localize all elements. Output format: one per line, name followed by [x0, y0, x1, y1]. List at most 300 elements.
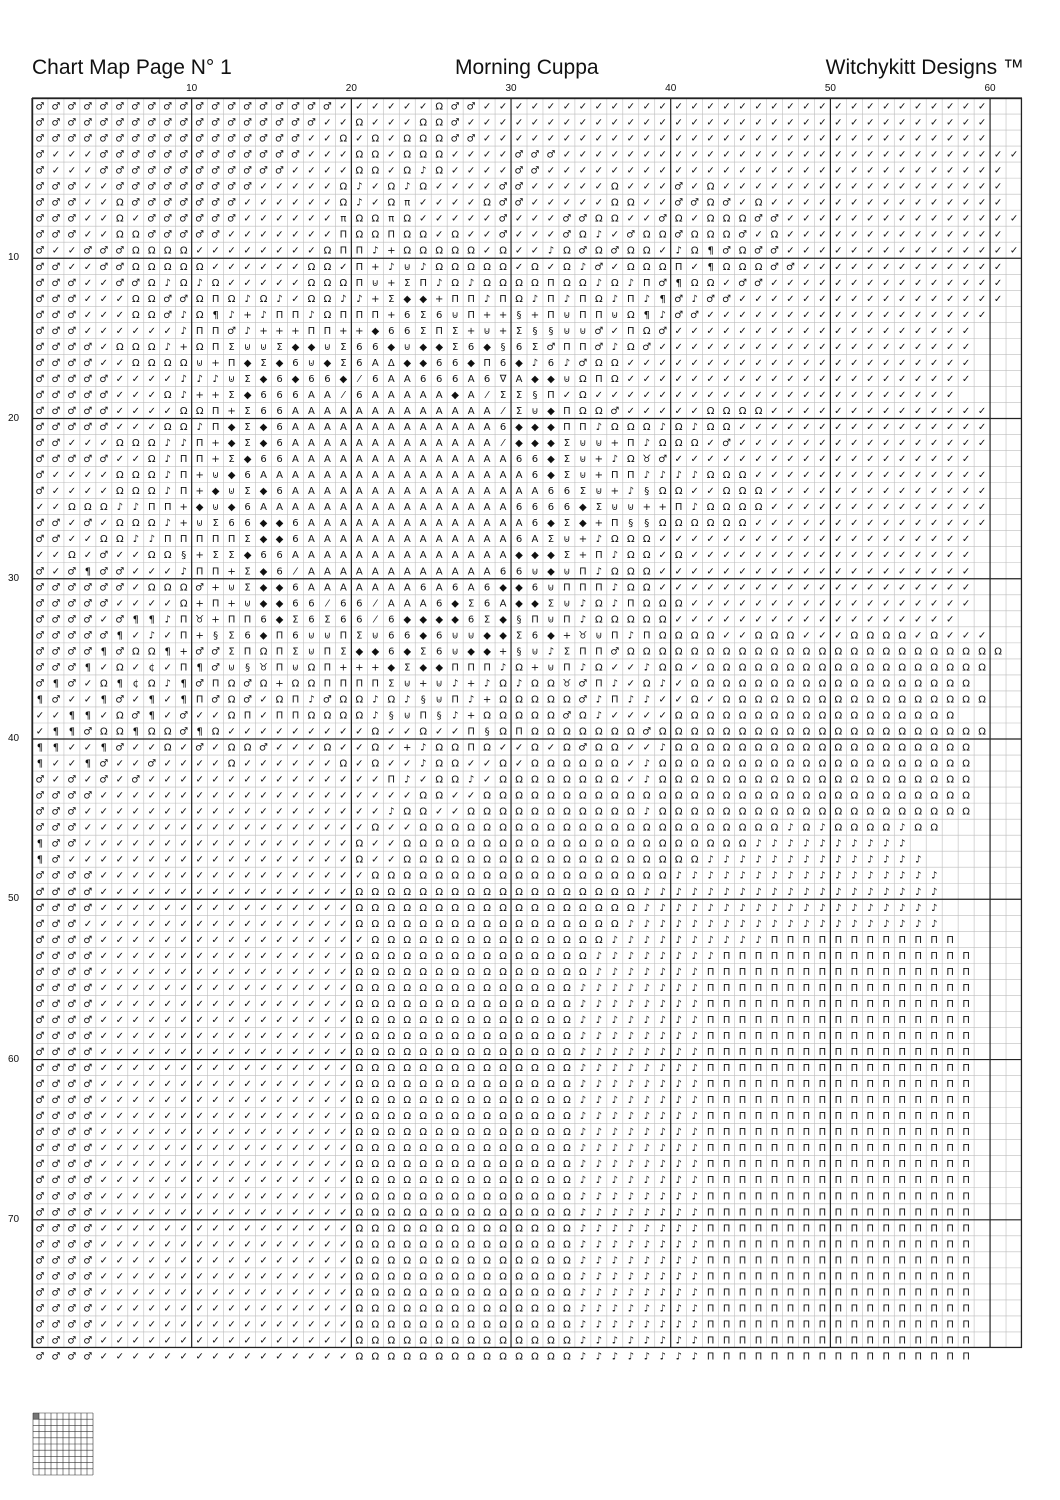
stitch-symbol: Π: [467, 662, 475, 674]
stitch-symbol: ✓: [706, 566, 715, 578]
stitch-symbol: ✓: [147, 1031, 156, 1042]
stitch-symbol: ∇: [499, 373, 507, 385]
stitch-symbol: ⊍: [531, 566, 539, 578]
stitch-symbol: ✓: [163, 918, 172, 930]
stitch-symbol: Ω: [547, 1063, 555, 1075]
stitch-symbol: ♂: [51, 117, 61, 129]
stitch-symbol: ♂: [594, 325, 604, 337]
stitch-symbol: A: [403, 406, 411, 417]
stitch-symbol: Ω: [595, 726, 603, 738]
stitch-symbol: ✓: [882, 502, 891, 514]
stitch-symbol: Ω: [674, 838, 683, 850]
stitch-symbol: Ω: [834, 646, 843, 658]
stitch-symbol: ✓: [179, 758, 188, 770]
stitch-symbol: Ω: [706, 630, 715, 642]
stitch-symbol: Π: [930, 1255, 938, 1267]
stitch-symbol: Ω: [786, 678, 795, 690]
stitch-symbol: Ω: [515, 1255, 523, 1267]
stitch-symbol: ✓: [179, 1127, 188, 1139]
stitch-symbol: Ω: [419, 1191, 428, 1203]
stitch-symbol: ✓: [961, 582, 971, 594]
stitch-symbol: ✓: [945, 454, 955, 466]
stitch-symbol: ♂: [35, 1014, 45, 1026]
stitch-symbol: ✓: [738, 293, 747, 305]
stitch-symbol: ✓: [754, 341, 763, 353]
stitch-symbol: ♪: [611, 1223, 619, 1235]
stitch-symbol: ♪: [771, 838, 778, 850]
stitch-symbol: ✓: [163, 982, 172, 994]
stitch-symbol: Ω: [499, 998, 507, 1010]
stitch-symbol: Ω: [515, 822, 523, 834]
stitch-symbol: ✓: [514, 229, 524, 241]
stitch-symbol: ✓: [51, 502, 61, 514]
stitch-symbol: ✓: [850, 406, 859, 417]
stitch-symbol: Π: [754, 1271, 763, 1283]
stitch-symbol: ✓: [323, 806, 332, 818]
stitch-symbol: Π: [706, 1287, 715, 1299]
stitch-symbol: ♂: [35, 646, 45, 658]
stitch-symbol: ♂: [35, 1111, 45, 1123]
stitch-symbol: ✓: [914, 486, 923, 498]
stitch-symbol: ♂: [179, 710, 189, 722]
stitch-symbol: ✓: [482, 133, 492, 145]
stitch-symbol: Ω: [499, 277, 507, 289]
stitch-symbol: Π: [786, 1351, 795, 1363]
stitch-symbol: ♂: [51, 341, 61, 353]
stitch-symbol: A: [419, 550, 427, 562]
stitch-symbol: Ω: [531, 1127, 539, 1139]
stitch-symbol: Π: [706, 1031, 715, 1042]
stitch-symbol: ✓: [147, 742, 156, 754]
stitch-symbol: Ω: [483, 197, 491, 209]
stitch-symbol: ✓: [738, 438, 747, 450]
stitch-symbol: ◆: [275, 357, 284, 369]
stitch-symbol: Ω: [355, 117, 364, 129]
stitch-symbol: Ω: [531, 1191, 539, 1203]
stitch-symbol: Ω: [355, 1014, 364, 1026]
stitch-symbol: ♂: [770, 213, 779, 225]
stitch-symbol: ♂: [67, 1063, 77, 1075]
stitch-symbol: ♪: [675, 950, 682, 962]
stitch-symbol: ♂: [35, 1063, 45, 1075]
stitch-symbol: Ω: [547, 710, 555, 722]
stitch-symbol: ✓: [658, 406, 667, 417]
stitch-symbol: A: [403, 582, 411, 594]
stitch-symbol: ✓: [147, 1191, 156, 1203]
stitch-symbol: 6: [451, 582, 459, 594]
stitch-symbol: Ω: [706, 774, 715, 786]
stitch-symbol: A: [355, 422, 363, 434]
stitch-symbol: Π: [770, 950, 779, 962]
stitch-symbol: ◆: [531, 598, 539, 610]
stitch-symbol: Ω: [531, 1159, 539, 1171]
stitch-symbol: ✓: [307, 886, 316, 898]
stitch-symbol: ✓: [802, 534, 811, 546]
stitch-symbol: ✓: [690, 662, 699, 674]
stitch-symbol: A: [435, 534, 443, 546]
stitch-symbol: ✓: [866, 357, 875, 369]
stitch-symbol: ♂: [115, 245, 125, 257]
stitch-symbol: Π: [195, 325, 204, 337]
stitch-symbol: Ω: [930, 806, 939, 818]
stitch-symbol: ♂: [195, 181, 205, 193]
stitch-symbol: Ω: [563, 726, 571, 738]
stitch-symbol: Ω: [435, 1063, 444, 1075]
stitch-symbol: Π: [802, 1063, 811, 1075]
stitch-symbol: ✓: [929, 454, 939, 466]
stitch-symbol: ♂: [35, 1351, 45, 1363]
stitch-symbol: Ω: [387, 1207, 396, 1219]
stitch-symbol: ✓: [131, 1014, 140, 1026]
stitch-symbol: ⊍: [563, 566, 571, 578]
stitch-symbol: ♪: [579, 998, 587, 1010]
stitch-symbol: ✓: [802, 245, 811, 257]
stitch-symbol: ♪: [787, 838, 794, 850]
stitch-symbol: ✓: [195, 1047, 204, 1059]
stitch-symbol: Ω: [451, 1079, 459, 1091]
stitch-symbol: ♂: [51, 982, 61, 994]
stitch-symbol: Π: [706, 998, 715, 1010]
stitch-symbol: ✓: [802, 325, 811, 337]
stitch-symbol: ♂: [785, 261, 795, 273]
stitch-symbol: ♪: [627, 1271, 634, 1283]
stitch-symbol: ✓: [834, 101, 843, 113]
stitch-symbol: Ω: [483, 710, 491, 722]
stitch-symbol: +: [387, 245, 396, 257]
stitch-symbol: ♂: [35, 373, 45, 385]
stitch-symbol: A: [435, 470, 443, 482]
stitch-symbol: Σ: [244, 406, 251, 417]
stitch-symbol: A: [323, 470, 331, 482]
stitch-symbol: Ω: [435, 838, 444, 850]
stitch-symbol: ♂: [67, 662, 77, 674]
stitch-symbol: Π: [786, 1271, 795, 1283]
stitch-symbol: Ω: [147, 245, 156, 257]
stitch-symbol: ✓: [259, 1127, 268, 1139]
stitch-symbol: ♪: [611, 1175, 619, 1187]
stitch-symbol: Ω: [131, 341, 140, 353]
stitch-symbol: ✓: [690, 341, 699, 353]
stitch-symbol: ✓: [754, 422, 763, 434]
stitch-symbol: ✓: [195, 1351, 204, 1363]
stitch-symbol: +: [339, 325, 348, 337]
stitch-symbol: ✓: [929, 293, 939, 305]
stitch-symbol: Ω: [419, 1111, 428, 1123]
stitch-symbol: Ω: [419, 1063, 428, 1075]
stitch-symbol: Π: [754, 1239, 763, 1251]
page-minimap: [32, 1412, 94, 1476]
stitch-symbol: π: [404, 197, 411, 209]
stitch-symbol: ✓: [291, 790, 300, 802]
stitch-symbol: Π: [786, 1127, 795, 1139]
stitch-symbol: Ω: [435, 245, 444, 257]
stitch-symbol: ✓: [722, 133, 731, 145]
stitch-symbol: ✓: [770, 582, 779, 594]
stitch-symbol: ⊍: [227, 373, 236, 385]
stitch-symbol: Ω: [355, 1239, 364, 1251]
stitch-symbol: Ω: [850, 742, 859, 754]
stitch-symbol: Σ: [324, 614, 331, 626]
stitch-symbol: ♪: [340, 293, 347, 305]
stitch-symbol: Ω: [467, 934, 475, 946]
stitch-symbol: ✓: [786, 213, 795, 225]
stitch-symbol: Ω: [930, 710, 939, 722]
stitch-symbol: Ω: [115, 341, 124, 353]
stitch-symbol: A: [419, 518, 427, 530]
stitch-symbol: ♂: [674, 229, 684, 241]
stitch-symbol: Ω: [802, 758, 811, 770]
stitch-symbol: ♂: [722, 438, 732, 450]
stitch-symbol: Ω: [387, 1014, 396, 1026]
stitch-symbol: Ω: [547, 1191, 555, 1203]
stitch-symbol: §: [181, 550, 187, 562]
stitch-symbol: ♪: [659, 1031, 666, 1042]
stitch-symbol: ✓: [131, 1287, 140, 1299]
stitch-symbol: Ω: [387, 197, 396, 209]
stitch-symbol: ✓: [818, 181, 827, 193]
stitch-symbol: Ω: [499, 1191, 507, 1203]
stitch-symbol: A: [276, 470, 283, 482]
stitch-symbol: A: [419, 389, 427, 401]
stitch-symbol: ◆: [419, 341, 428, 353]
stitch-symbol: ✓: [706, 694, 715, 706]
stitch-symbol: Ω: [610, 614, 619, 626]
stitch-symbol: Ω: [387, 998, 396, 1010]
stitch-symbol: Ω: [674, 598, 683, 610]
stitch-symbol: Ω: [610, 422, 619, 434]
stitch-symbol: Ω: [387, 1191, 396, 1203]
stitch-symbol: Ω: [355, 950, 364, 962]
stitch-symbol: ♪: [675, 1351, 682, 1363]
stitch-symbol: ♂: [51, 325, 61, 337]
stitch-symbol: Ω: [818, 646, 827, 658]
stitch-symbol: Ω: [818, 694, 827, 706]
stitch-symbol: ✓: [929, 518, 939, 530]
stitch-symbol: Π: [738, 1271, 747, 1283]
stitch-symbol: ✓: [738, 422, 747, 434]
stitch-symbol: Π: [898, 1079, 907, 1091]
stitch-symbol: ✓: [163, 630, 172, 642]
stitch-symbol: ♪: [930, 918, 938, 930]
stitch-symbol: ♂: [51, 598, 61, 610]
stitch-symbol: ♪: [627, 1223, 634, 1235]
stitch-symbol: ♂: [67, 373, 77, 385]
stitch-symbol: Ω: [195, 293, 204, 305]
stitch-symbol: ✓: [834, 438, 843, 450]
stitch-symbol: ◆: [515, 582, 523, 594]
stitch-symbol: ✓: [211, 1303, 220, 1315]
stitch-symbol: ✓: [818, 133, 827, 145]
stitch-symbol: ♪: [643, 966, 650, 978]
stitch-symbol: Π: [850, 1127, 859, 1139]
stitch-symbol: ✓: [945, 438, 955, 450]
stitch-symbol: ¶: [659, 293, 666, 305]
stitch-symbol: ⁄: [374, 614, 377, 626]
stitch-symbol: ✓: [243, 213, 252, 225]
stitch-symbol: Ω: [467, 870, 475, 882]
stitch-symbol: Ω: [515, 1335, 523, 1347]
stitch-symbol: ✓: [690, 566, 699, 578]
stitch-symbol: ✓: [307, 1143, 316, 1155]
stitch-symbol: ✓: [993, 149, 1003, 161]
stitch-symbol: ♂: [35, 357, 45, 369]
stitch-symbol: ♂: [83, 614, 93, 626]
stitch-symbol: Π: [611, 518, 619, 530]
stitch-symbol: ✓: [802, 518, 811, 530]
stitch-symbol: ✓: [818, 470, 827, 482]
stitch-symbol: Ω: [722, 261, 731, 273]
stitch-symbol: Ω: [499, 1159, 507, 1171]
stitch-symbol: ✓: [243, 1095, 252, 1107]
stitch-symbol: Ω: [499, 886, 507, 898]
stitch-symbol: Ω: [419, 806, 428, 818]
stitch-symbol: ✓: [323, 1127, 332, 1139]
stitch-symbol: ✓: [99, 1255, 109, 1267]
stitch-symbol: Ω: [451, 1111, 459, 1123]
stitch-symbol: ✓: [243, 1271, 252, 1283]
stitch-symbol: ⊍: [403, 678, 411, 690]
stitch-symbol: ✓: [961, 293, 971, 305]
stitch-symbol: Ω: [339, 181, 348, 193]
stitch-symbol: ♪: [132, 534, 139, 546]
stitch-symbol: Σ: [388, 678, 395, 690]
stitch-symbol: Ω: [754, 726, 763, 738]
stitch-symbol: ⊍: [579, 325, 587, 337]
stitch-symbol: ✓: [738, 566, 747, 578]
stitch-symbol: Ω: [770, 758, 779, 770]
stitch-symbol: ✓: [945, 389, 955, 401]
stitch-symbol: ✓: [355, 101, 364, 113]
stitch-symbol: ✓: [211, 1207, 220, 1219]
stitch-symbol: ✓: [211, 1335, 220, 1347]
stitch-symbol: Ω: [483, 1303, 491, 1315]
stitch-symbol: ♪: [675, 1271, 682, 1283]
stitch-symbol: ✓: [339, 998, 348, 1010]
stitch-symbol: A: [371, 422, 379, 434]
stitch-symbol: ✓: [307, 1223, 316, 1235]
stitch-symbol: Π: [706, 1207, 715, 1219]
stitch-symbol: Ω: [563, 1255, 571, 1267]
stitch-symbol: Π: [770, 998, 779, 1010]
stitch-symbol: ◆: [243, 357, 252, 369]
stitch-symbol: Ω: [403, 1095, 412, 1107]
stitch-symbol: Π: [818, 934, 827, 946]
stitch-symbol: Ω: [371, 1335, 380, 1347]
stitch-symbol: ✓: [882, 582, 891, 594]
stitch-symbol: ♂: [35, 101, 45, 113]
stitch-symbol: A: [371, 486, 379, 498]
stitch-symbol: ✓: [51, 245, 61, 257]
stitch-symbol: ✓: [115, 1239, 125, 1251]
stitch-symbol: ✓: [163, 406, 172, 417]
stitch-symbol: Ω: [451, 1143, 459, 1155]
stitch-symbol: Ω: [467, 1063, 475, 1075]
stitch-symbol: ♂: [674, 293, 684, 305]
stitch-symbol: ♪: [675, 998, 682, 1010]
stitch-symbol: ♪: [691, 293, 698, 305]
stitch-symbol: Ω: [403, 1335, 412, 1347]
stitch-symbol: Π: [834, 1271, 843, 1283]
stitch-symbol: ♪: [595, 534, 603, 546]
stitch-symbol: ♪: [611, 1239, 619, 1251]
stitch-symbol: Π: [834, 1175, 843, 1187]
stitch-symbol: Ω: [371, 726, 380, 738]
stitch-symbol: Ω: [563, 1014, 571, 1026]
stitch-symbol: A: [483, 470, 491, 482]
stitch-symbol: ✓: [323, 774, 332, 786]
stitch-symbol: ♂: [35, 1335, 45, 1347]
stitch-symbol: ✓: [227, 1175, 236, 1187]
stitch-symbol: ✓: [67, 534, 77, 546]
stitch-symbol: Ω: [499, 950, 507, 962]
stitch-symbol: ✓: [977, 293, 987, 305]
stitch-symbol: Ω: [706, 662, 715, 674]
stitch-symbol: ✓: [275, 838, 284, 850]
stitch-symbol: ✓: [914, 293, 923, 305]
stitch-symbol: ♂: [179, 117, 189, 129]
stitch-symbol: Ω: [387, 1351, 396, 1363]
stitch-symbol: Ω: [499, 982, 507, 994]
stitch-symbol: ✓: [339, 774, 348, 786]
stitch-symbol: ✓: [850, 470, 859, 482]
stitch-symbol: Ω: [403, 870, 412, 882]
stitch-symbol: Ω: [499, 710, 507, 722]
stitch-symbol: ✓: [179, 1063, 188, 1075]
stitch-symbol: ♪: [627, 1127, 634, 1139]
stitch-symbol: ✓: [355, 806, 364, 818]
stitch-symbol: ✓: [211, 886, 220, 898]
stitch-symbol: ✓: [179, 774, 188, 786]
stitch-symbol: ✓: [706, 101, 715, 113]
stitch-symbol: Ω: [547, 1095, 555, 1107]
stitch-symbol: Ω: [658, 630, 667, 642]
stitch-symbol: ✓: [211, 1063, 220, 1075]
stitch-symbol: Π: [850, 1255, 859, 1267]
stitch-symbol: Ω: [451, 1335, 459, 1347]
stitch-symbol: ✓: [945, 277, 955, 289]
stitch-symbol: ✓: [786, 389, 795, 401]
stitch-symbol: ♂: [290, 149, 300, 161]
stitch-symbol: ♪: [483, 678, 491, 690]
stitch-symbol: ♪: [643, 1319, 650, 1331]
stitch-symbol: Ω: [754, 486, 763, 498]
stitch-symbol: ✓: [179, 902, 188, 914]
stitch-symbol: Ω: [483, 1127, 491, 1139]
stitch-symbol: ✓: [898, 277, 907, 289]
stitch-symbol: ✓: [898, 438, 907, 450]
stitch-symbol: Ω: [403, 213, 412, 225]
stitch-symbol: Π: [754, 998, 763, 1010]
stitch-symbol: ✓: [163, 1271, 172, 1283]
stitch-symbol: ✓: [323, 1047, 332, 1059]
stitch-symbol: Ω: [467, 1047, 475, 1059]
stitch-symbol: ✓: [307, 870, 316, 882]
stitch-symbol: ✓: [67, 742, 77, 754]
stitch-symbol: Ω: [579, 950, 587, 962]
stitch-symbol: ✓: [738, 550, 747, 562]
stitch-symbol: ✓: [243, 1255, 252, 1267]
stitch-symbol: A: [371, 566, 379, 578]
stitch-symbol: A: [339, 406, 347, 417]
stitch-symbol: ♪: [675, 1014, 682, 1026]
stitch-symbol: ♂: [35, 1319, 45, 1331]
stitch-symbol: ✓: [945, 245, 955, 257]
stitch-symbol: A: [339, 518, 347, 530]
stitch-symbol: Ω: [403, 806, 412, 818]
stitch-symbol: Ω: [595, 822, 603, 834]
stitch-symbol: ✓: [291, 1191, 300, 1203]
stitch-symbol: ✓: [291, 1127, 300, 1139]
